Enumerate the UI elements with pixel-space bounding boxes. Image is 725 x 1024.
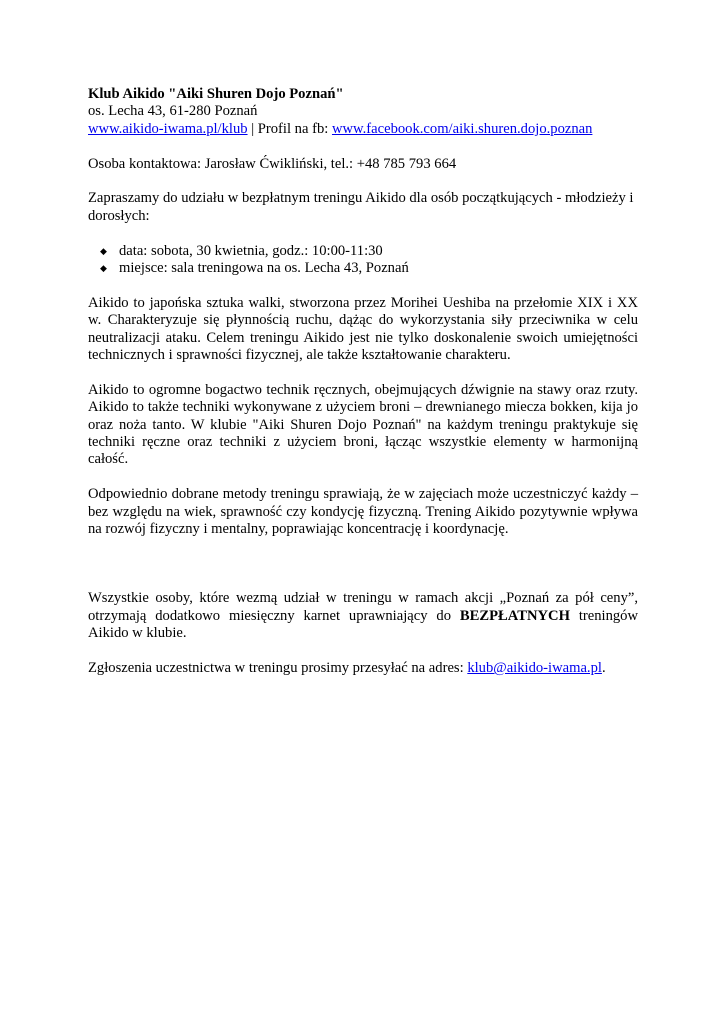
bullet-icon: ◆: [100, 263, 107, 274]
email-link[interactable]: klub@aikido-iwama.pl: [467, 660, 602, 677]
paragraph-techniques: Aikido to ogromne bogactwo technik ręcznych, obejmujących dźwignie na stawy oraz rzuty. Aikido to także techniki wykonywane z użyciem broni – drewnianego miecza bokken, kija jo oraz noża tanto. W klubie "Aiki Shuren Dojo Poznań" na każdym treningu praktykuje się techniki ręczne oraz techniki z użyciem broni, łącząc wszystkie elementy w harmonijną całość.: [88, 381, 638, 468]
offer-paragraph: [88, 590, 638, 642]
links-separator: | Profil na fb:: [247, 120, 332, 137]
invite-paragraph: Zapraszamy do udziału w bezpłatnym treningu Aikido dla osób początkujących - młodzieży i dorosłych:: [88, 190, 634, 224]
contact-person: Osoba kontaktowa: Jarosław Ćwikliński, tel.: +48 785 793 664: [88, 155, 457, 172]
offer-bold: BEZPŁATNYCH: [459, 607, 570, 624]
club-title: Klub Aikido "Aiki Shuren Dojo Poznań": [88, 86, 344, 102]
website-link[interactable]: www.aikido-iwama.pl/klub: [88, 120, 248, 137]
paragraph-methods: Odpowiednio dobrane metody treningu sprawiają, że w zajęciach może uczestniczyć każdy – bez względu na wiek, sprawność czy kondycję fizyczną. Trening Aikido pozytywnie wpływa na rozwój fizyczny i mentalny, poprawiając koncentrację i koordynację.: [88, 486, 638, 538]
list-item: [88, 243, 638, 260]
paragraph-about: Aikido to japońska sztuka walki, stworzona przez Morihei Ueshiba na przełomie XIX i XX w. Charakteryzuje się płynnością ruchu, dążąc do wykorzystania siły przeciwnika w celu neutralizacji ataku. Celem treningu Aikido jest nie tylko doskonalenie swoich umiejętności technicznych i sprawności fizycznej, ale także kształtowanie charakteru.: [88, 294, 638, 364]
facebook-link[interactable]: www.facebook.com/aiki.shuren.dojo.poznan: [331, 120, 593, 137]
links-line: [88, 121, 638, 138]
document-content: [88, 86, 638, 677]
signup-paragraph: [88, 660, 638, 677]
event-details-list: [88, 243, 638, 278]
signup-text: Zgłoszenia uczestnictwa w treningu prosimy przesyłać na adres:: [88, 660, 468, 677]
event-place: miejsce: sala treningowa na os. Lecha 43, Poznań: [119, 260, 409, 277]
offer-text-end: treningów Aikido w klubie.: [88, 607, 638, 642]
offer-text-start: Wszystkie osoby, które wezmą udział w treningu w ramach akcji „Poznań za pół ceny”, otrzymają dodatkowo miesięczny karnet uprawniający do: [88, 590, 638, 624]
club-address: os. Lecha 43, 61-280 Poznań: [88, 103, 258, 120]
list-item: [88, 260, 638, 277]
bullet-icon: ◆: [100, 245, 107, 256]
signup-period: .: [601, 660, 606, 677]
event-date: data: sobota, 30 kwietnia, godz.: 10:00-11:30: [119, 242, 383, 259]
